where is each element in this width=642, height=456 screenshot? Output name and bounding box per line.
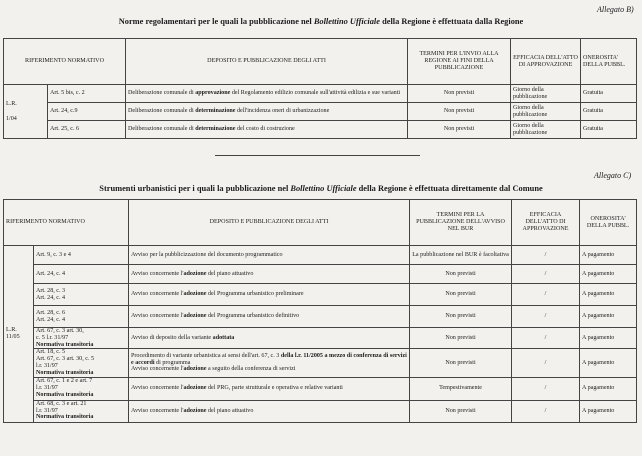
- law-ref: 1/04: [6, 115, 17, 122]
- article-cell: [34, 349, 129, 377]
- deposit-text: del piano attuativo: [206, 407, 254, 414]
- deposit-bold: della l.r. 11/2005 a mezzo di conferenza di servizi e accordi: [131, 352, 407, 366]
- deposit-cell: [126, 103, 408, 121]
- term-cell: Non previsti: [408, 103, 511, 121]
- header-rif: RIFERIMENTO NORMATIVO: [4, 200, 129, 246]
- deposit-text: del Programma urbanistico preliminare: [206, 291, 304, 298]
- deposit-bold: determinazione: [195, 126, 236, 133]
- deposit-bold: adozione: [183, 366, 207, 373]
- article-cell: [34, 246, 129, 265]
- oner-cell: A pagamento: [580, 377, 637, 400]
- article-text: Art. 67, c. 1 e 2 e art. 7: [36, 378, 93, 385]
- deposit-text: Avviso concernente l': [131, 270, 184, 277]
- title-text: Strumenti urbanistici per i quali la pubblicazione nel: [99, 184, 291, 193]
- term-cell: Non previsti: [410, 328, 512, 349]
- oner-cell: Gratuita: [581, 121, 637, 139]
- section-c-title: [0, 184, 642, 193]
- article-cell: Art. 24, c.9: [48, 103, 126, 121]
- header-dep: DEPOSITO E PUBBLICAZIONE DEGLI ATTI: [126, 39, 408, 85]
- deposit-cell: [129, 349, 410, 377]
- table-row: [4, 377, 637, 400]
- article-note: Normativa transitoria: [36, 391, 94, 398]
- deposit-bold: adozione: [183, 291, 207, 298]
- term-cell: Tempestivamente: [410, 377, 512, 400]
- title-text: della Regione è effettuata dalla Regione: [379, 17, 524, 26]
- article-text: c. 5 l.r. 31/97: [36, 334, 69, 341]
- deposit-text: dell'incidenza oneri di urbanizzazione: [235, 108, 330, 115]
- deposit-text: Avviso concernente l': [131, 313, 184, 320]
- deposit-text: Avviso concernente l': [131, 385, 184, 392]
- section-b-title: [0, 17, 642, 26]
- article-cell: [34, 377, 129, 400]
- title-italic: Bollettino Ufficiale: [290, 184, 357, 193]
- table-row: [4, 246, 637, 265]
- deposit-cell: [129, 284, 410, 306]
- allegato-b-label: Allegato B): [597, 5, 634, 14]
- eff-cell: /: [512, 246, 580, 265]
- deposit-bold: approvazione: [195, 90, 231, 97]
- term-cell: Non previsti: [410, 265, 512, 284]
- term-cell: Non previsti: [410, 306, 512, 328]
- term-cell: Non previsti: [408, 85, 511, 103]
- article-text: Art. 28, c. 6: [36, 309, 66, 316]
- article-text: Art. 18, c. 5: [36, 349, 66, 356]
- table-row: [4, 85, 637, 103]
- table-row: [4, 306, 637, 328]
- table-row: [4, 349, 637, 377]
- oner-cell: A pagamento: [580, 246, 637, 265]
- table-b: [3, 38, 637, 139]
- deposit-bold: adozione: [183, 313, 207, 320]
- eff-cell: /: [512, 265, 580, 284]
- title-text: Norme regolamentari per le quali la pubblicazione nel: [118, 17, 314, 26]
- deposit-text: del costo di costruzione: [235, 126, 295, 133]
- article-cell: [34, 400, 129, 422]
- article-cell: [34, 306, 129, 328]
- deposit-bold: adozione: [183, 270, 207, 277]
- deposit-text: Deliberazione comunale di: [128, 108, 196, 115]
- article-text: Art. 24, c. 4: [36, 294, 66, 301]
- deposit-cell: [126, 85, 408, 103]
- deposit-text: Deliberazione comunale di: [128, 90, 196, 97]
- table-row: [4, 328, 637, 349]
- table-row: [4, 400, 637, 422]
- table-c: [3, 199, 637, 423]
- header-oner: ONEROSITA' DELLA PUBBL.: [580, 200, 637, 246]
- article-cell: [34, 265, 129, 284]
- table-header-row: [4, 39, 637, 85]
- header-rif: RIFERIMENTO NORMATIVO: [4, 39, 126, 85]
- table-row: [4, 265, 637, 284]
- deposit-cell: [129, 400, 410, 422]
- article-cell: Art. 25, c. 6: [48, 121, 126, 139]
- oner-cell: A pagamento: [580, 284, 637, 306]
- eff-cell: /: [512, 328, 580, 349]
- header-oner: ONEROSITA' DELLA PUBBL.: [581, 39, 637, 85]
- deposit-bold: adozione: [183, 385, 207, 392]
- section-divider: [215, 155, 420, 156]
- allegato-c-label: Allegato C): [594, 171, 632, 180]
- oner-cell: A pagamento: [580, 400, 637, 422]
- law-ref: L.R.: [6, 326, 17, 333]
- header-eff: EFFICACIA DELL'ATTO DI APPROVAZIONE: [512, 200, 580, 246]
- oner-cell: A pagamento: [580, 265, 637, 284]
- deposit-text: Avviso concernente l': [131, 291, 184, 298]
- term-cell: Non previsti: [410, 284, 512, 306]
- deposit-cell: [129, 328, 410, 349]
- eff-cell: /: [512, 349, 580, 377]
- deposit-text: Deliberazione comunale di: [128, 126, 196, 133]
- eff-cell: Giorno della pubblicazione: [511, 121, 581, 139]
- deposit-cell: [126, 121, 408, 139]
- deposit-text: Avviso per la pubblicizzazione del documento programmatico: [131, 251, 283, 258]
- deposit-cell: [129, 377, 410, 400]
- eff-cell: /: [512, 377, 580, 400]
- deposit-text: a seguito della conferenza di servizi: [206, 366, 296, 373]
- eff-cell: /: [512, 400, 580, 422]
- deposit-text: Avviso concernente l': [131, 366, 184, 373]
- law-ref: 11/05: [6, 333, 20, 340]
- article-text: Art. 24, c. 4: [36, 270, 66, 277]
- deposit-text: del PRG, parte strutturale e operativa e relative varianti: [206, 385, 343, 392]
- deposit-cell: [129, 306, 410, 328]
- article-text: Art. 28, c. 3: [36, 287, 66, 294]
- deposit-bold: adozione: [183, 407, 207, 414]
- table-row: [4, 284, 637, 306]
- deposit-text: Avviso di deposito della variante: [131, 334, 213, 341]
- title-italic: Bollettino Ufficiale: [313, 17, 380, 26]
- eff-cell: Giorno della pubblicazione: [511, 85, 581, 103]
- eff-cell: /: [512, 284, 580, 306]
- article-text: Art. 24, c. 4: [36, 316, 66, 323]
- oner-cell: A pagamento: [580, 306, 637, 328]
- table-header-row: [4, 200, 637, 246]
- article-text: Art. 67, c. 3 art. 30,: [36, 328, 84, 334]
- title-text: della Regione è effettuata direttamente dal Comune: [356, 184, 543, 193]
- article-text: Art. 9, c. 3 e 4: [36, 251, 71, 258]
- oner-cell: Gratuita: [581, 103, 637, 121]
- deposit-text: Procedimento di variante urbanistica ai sensi dell'art. 67, c. 3: [131, 352, 281, 359]
- law-cell: [4, 246, 34, 423]
- oner-cell: Gratuita: [581, 85, 637, 103]
- deposit-text: del Programma urbanistico definitivo: [206, 313, 300, 320]
- article-cell: Art. 5 bis, c. 2: [48, 85, 126, 103]
- table-row: [4, 103, 637, 121]
- article-text: l.r. 31/97: [36, 385, 58, 392]
- header-term: TERMINI PER L'INVIO ALLA REGIONE AI FINI DELLA PUBBLICAZIONE: [408, 39, 511, 85]
- table-row: [4, 121, 637, 139]
- deposit-bold: determinazione: [195, 108, 236, 115]
- article-text: l.r. 31/97: [36, 362, 58, 369]
- term-cell: Non previsti: [410, 400, 512, 422]
- article-text: l.r. 31/97: [36, 407, 58, 414]
- deposit-text: del piano attuativo: [206, 270, 254, 277]
- header-term: TERMINI PER LA PUBBLICAZIONE DELL'AVVISO NEL BUR: [410, 200, 512, 246]
- article-text: Art. 68, c. 3 e art. 21: [36, 400, 87, 407]
- eff-cell: Giorno della pubblicazione: [511, 103, 581, 121]
- eff-cell: /: [512, 306, 580, 328]
- term-cell: Non previsti: [410, 349, 512, 377]
- deposit-cell: [129, 246, 410, 265]
- oner-cell: A pagamento: [580, 349, 637, 377]
- article-note: Normativa transitoria: [36, 341, 94, 348]
- law-cell: [4, 85, 48, 139]
- header-eff: EFFICACIA DELL'ATTO DI APPROVAZIONE: [511, 39, 581, 85]
- law-ref: L.R.: [6, 100, 17, 107]
- article-note: Normativa transitoria: [36, 414, 94, 421]
- article-text: Art. 67, c. 3 art. 30, c. 5: [36, 356, 95, 363]
- term-cell: Non previsti: [408, 121, 511, 139]
- term-cell: La pubblicazione nel BUR è facoltativa: [410, 246, 512, 265]
- deposit-text: di programma: [154, 359, 191, 366]
- deposit-cell: [129, 265, 410, 284]
- deposit-bold: adottata: [212, 334, 235, 341]
- deposit-text: del Regolamento edilizio comunale sull'attività edilizia e sue varianti: [230, 90, 401, 97]
- article-cell: [34, 284, 129, 306]
- deposit-text: Avviso concernente l': [131, 407, 184, 414]
- header-dep: DEPOSITO E PUBBLICAZIONE DEGLI ATTI: [129, 200, 410, 246]
- article-cell: [34, 328, 129, 349]
- article-note: Normativa transitoria: [36, 369, 94, 376]
- oner-cell: A pagamento: [580, 328, 637, 349]
